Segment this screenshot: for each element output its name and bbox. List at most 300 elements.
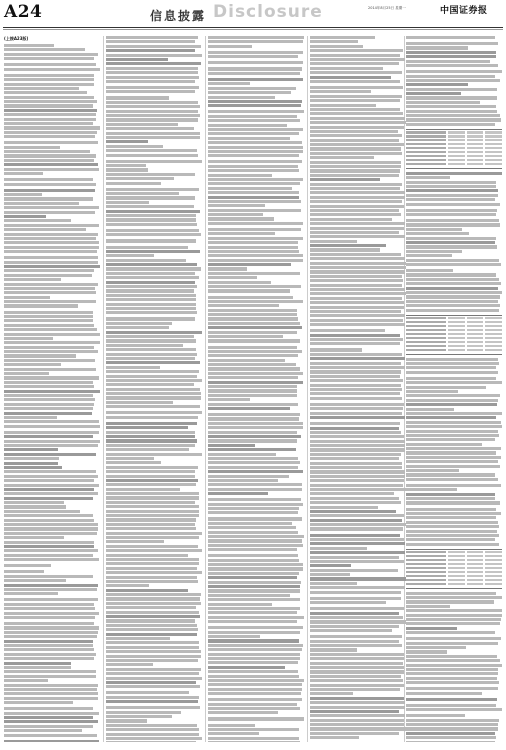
text-line xyxy=(310,577,406,580)
text-line xyxy=(4,416,57,419)
text-line xyxy=(208,313,297,316)
table-cell xyxy=(467,139,484,142)
text-line xyxy=(406,421,501,424)
text-line xyxy=(106,357,195,360)
table-cell xyxy=(467,317,484,320)
text-line xyxy=(106,348,196,351)
text-line xyxy=(406,295,500,298)
text-line xyxy=(106,641,199,644)
text-line xyxy=(406,425,502,428)
table-cell xyxy=(485,131,502,134)
text-line xyxy=(406,259,499,262)
text-line xyxy=(406,512,501,515)
text-line xyxy=(310,616,403,619)
text-line xyxy=(310,534,400,537)
text-line xyxy=(406,714,465,717)
table-cell xyxy=(448,345,465,348)
text-line xyxy=(406,282,501,285)
table-row xyxy=(406,135,502,138)
text-line xyxy=(310,542,405,545)
text-line xyxy=(4,48,85,51)
text-line xyxy=(208,631,300,634)
text-line xyxy=(208,346,297,349)
text-line xyxy=(310,653,404,656)
text-line xyxy=(310,284,402,287)
text-line xyxy=(310,200,402,203)
table-row xyxy=(406,555,502,558)
text-line xyxy=(208,78,303,81)
text-line xyxy=(310,161,401,164)
table-cell xyxy=(485,337,502,340)
text-line xyxy=(4,368,96,371)
text-column-2 xyxy=(106,36,202,742)
text-line xyxy=(406,96,497,99)
text-line xyxy=(406,501,500,504)
text-line xyxy=(4,278,61,281)
text-line xyxy=(406,181,496,184)
text-line xyxy=(208,666,285,669)
text-line xyxy=(208,635,260,638)
text-line xyxy=(406,465,500,468)
table-cell xyxy=(467,349,484,352)
text-line xyxy=(4,154,96,157)
text-line xyxy=(106,396,201,399)
text-line xyxy=(106,40,195,43)
text-line xyxy=(106,177,174,180)
text-line xyxy=(208,675,299,678)
table-cell xyxy=(448,143,465,146)
text-line xyxy=(106,706,200,709)
text-line xyxy=(106,294,196,297)
text-line xyxy=(208,470,303,473)
text-line xyxy=(106,344,183,347)
text-line xyxy=(208,372,303,375)
text-line xyxy=(106,719,147,722)
text-line xyxy=(208,398,250,401)
text-line xyxy=(208,498,301,501)
text-line xyxy=(310,551,405,554)
text-line xyxy=(406,291,502,294)
text-line xyxy=(106,685,200,688)
text-line xyxy=(406,241,495,244)
text-line xyxy=(106,696,199,699)
text-line xyxy=(310,306,404,309)
text-line xyxy=(310,152,402,155)
text-line xyxy=(4,626,99,629)
text-line xyxy=(208,124,287,127)
text-line xyxy=(106,633,197,636)
text-line xyxy=(310,523,406,526)
text-line xyxy=(106,214,196,217)
text-line xyxy=(406,390,458,393)
text-line xyxy=(208,475,289,478)
text-line xyxy=(106,479,198,482)
text-line xyxy=(106,505,199,508)
text-line xyxy=(4,304,78,307)
text-line xyxy=(106,737,202,740)
text-line xyxy=(310,727,406,730)
text-line xyxy=(406,508,496,511)
table-cell xyxy=(485,345,502,348)
text-line xyxy=(208,237,303,240)
text-line xyxy=(106,711,181,714)
text-line xyxy=(4,701,73,704)
text-column-1 xyxy=(4,36,100,742)
text-line xyxy=(406,646,466,649)
text-line xyxy=(310,357,405,360)
text-line xyxy=(208,51,303,54)
text-line xyxy=(4,622,94,625)
text-line xyxy=(208,444,255,447)
text-line xyxy=(208,331,297,334)
text-line xyxy=(310,244,386,247)
text-line xyxy=(208,209,301,212)
table-cell xyxy=(406,155,446,158)
text-line xyxy=(4,549,98,552)
text-line xyxy=(310,108,400,111)
text-line xyxy=(208,137,290,140)
text-line xyxy=(208,110,304,113)
text-line xyxy=(310,329,385,332)
text-line xyxy=(106,514,199,517)
text-line xyxy=(208,272,300,275)
table-cell xyxy=(467,551,484,554)
text-line xyxy=(208,187,292,190)
text-line xyxy=(4,141,98,144)
text-line xyxy=(106,361,200,364)
table-row xyxy=(406,571,502,574)
text-line xyxy=(310,231,399,234)
text-line xyxy=(406,497,495,500)
text-line xyxy=(4,532,97,535)
table-cell xyxy=(406,583,446,586)
text-line xyxy=(4,523,98,526)
page-number: A24 xyxy=(4,2,43,22)
text-line xyxy=(310,688,400,691)
text-line xyxy=(406,642,498,645)
table-cell xyxy=(485,317,502,320)
text-line xyxy=(4,607,95,610)
text-line xyxy=(106,470,195,473)
text-line xyxy=(208,611,297,614)
text-line xyxy=(208,732,259,735)
text-line xyxy=(4,598,98,601)
text-line xyxy=(106,580,198,583)
table-cell xyxy=(448,321,465,324)
text-line xyxy=(406,219,499,222)
text-line xyxy=(208,276,257,279)
text-line xyxy=(406,434,499,437)
table-cell xyxy=(467,559,484,562)
table-cell xyxy=(406,325,446,328)
text-line xyxy=(310,209,399,212)
text-line xyxy=(208,422,303,425)
text-line xyxy=(106,263,197,266)
text-line xyxy=(4,354,76,357)
table-cell xyxy=(406,551,446,554)
text-line xyxy=(4,497,93,500)
text-line xyxy=(106,677,202,680)
text-line xyxy=(406,447,501,450)
text-line xyxy=(106,615,200,618)
text-line xyxy=(4,666,71,669)
text-line xyxy=(406,668,498,671)
text-line xyxy=(406,438,495,441)
text-line xyxy=(310,112,403,115)
text-line xyxy=(106,431,195,434)
text-line xyxy=(310,666,404,669)
text-line xyxy=(106,210,200,213)
text-line xyxy=(4,470,96,473)
text-line xyxy=(4,57,94,60)
text-line xyxy=(208,115,297,118)
text-line xyxy=(106,164,146,167)
text-line xyxy=(4,202,79,205)
text-line xyxy=(406,203,500,206)
text-line xyxy=(406,114,500,117)
text-line xyxy=(208,263,291,266)
text-line xyxy=(106,492,199,495)
text-line xyxy=(406,443,482,446)
text-line xyxy=(208,479,278,482)
text-line xyxy=(208,150,303,153)
text-line xyxy=(310,488,406,491)
text-line xyxy=(208,82,250,85)
text-line xyxy=(106,426,188,429)
text-line xyxy=(406,416,496,419)
text-line xyxy=(4,78,94,81)
text-line xyxy=(4,159,94,162)
text-line xyxy=(208,217,274,220)
text-line xyxy=(106,317,195,320)
text-line xyxy=(406,622,500,625)
text-line xyxy=(106,71,198,74)
text-line xyxy=(406,194,498,197)
text-line xyxy=(406,605,450,608)
text-line xyxy=(106,246,188,249)
text-line xyxy=(208,448,296,451)
text-line xyxy=(406,377,496,380)
text-line xyxy=(310,262,406,265)
text-line xyxy=(208,403,298,406)
text-line xyxy=(106,545,198,548)
text-line xyxy=(208,703,297,706)
text-line xyxy=(310,80,400,83)
text-line xyxy=(406,198,495,201)
text-column-5 xyxy=(406,36,502,742)
table-cell xyxy=(467,325,484,328)
table-cell xyxy=(467,143,484,146)
table-cell xyxy=(406,131,446,134)
text-line xyxy=(310,697,404,700)
text-line xyxy=(310,710,399,713)
text-line xyxy=(4,53,98,56)
text-line xyxy=(406,70,502,73)
table-cell xyxy=(448,131,465,134)
text-line xyxy=(310,538,404,541)
text-line xyxy=(208,91,291,94)
text-line xyxy=(310,470,405,473)
text-line xyxy=(406,631,495,634)
table-row xyxy=(406,559,502,562)
table-cell xyxy=(406,329,446,332)
table-cell xyxy=(467,575,484,578)
text-line xyxy=(310,514,404,517)
text-line xyxy=(406,664,502,667)
text-line xyxy=(406,659,500,662)
text-line xyxy=(310,440,405,443)
text-line xyxy=(406,672,498,675)
text-line xyxy=(4,684,98,687)
text-line xyxy=(208,204,265,207)
table-cell xyxy=(485,551,502,554)
text-line xyxy=(106,532,202,535)
text-line xyxy=(4,734,97,737)
table-row xyxy=(406,563,502,566)
text-line xyxy=(310,397,402,400)
text-line xyxy=(208,354,298,357)
text-line xyxy=(106,728,199,731)
text-line xyxy=(208,461,300,464)
text-line xyxy=(4,104,93,107)
text-line xyxy=(208,563,303,566)
table-cell xyxy=(406,135,446,138)
data-table xyxy=(406,549,502,589)
table-cell xyxy=(467,155,484,158)
text-line xyxy=(208,544,303,547)
table-cell xyxy=(485,325,502,328)
text-line xyxy=(406,362,499,365)
text-line xyxy=(4,341,100,344)
text-line xyxy=(4,479,94,482)
text-line xyxy=(208,104,301,107)
text-line xyxy=(208,359,285,362)
text-line xyxy=(406,538,495,541)
table-cell xyxy=(448,147,465,150)
text-line xyxy=(406,371,498,374)
text-line xyxy=(208,426,303,429)
text-line xyxy=(4,265,100,268)
text-line xyxy=(406,300,498,303)
text-line xyxy=(208,511,298,514)
text-line xyxy=(4,215,46,218)
text-line xyxy=(208,339,300,342)
text-line xyxy=(4,44,54,47)
text-line xyxy=(106,67,198,70)
text-line xyxy=(4,150,90,153)
text-line xyxy=(106,461,161,464)
table-cell xyxy=(448,135,465,138)
text-line xyxy=(4,725,93,728)
text-line xyxy=(208,657,300,660)
text-line xyxy=(406,110,497,113)
text-line xyxy=(208,435,301,438)
text-line xyxy=(208,100,302,103)
text-line xyxy=(4,444,98,447)
table-cell xyxy=(485,135,502,138)
text-line xyxy=(106,536,199,539)
text-line xyxy=(106,672,199,675)
text-line xyxy=(4,488,94,491)
table-row xyxy=(406,333,502,336)
text-line xyxy=(406,681,499,684)
text-line xyxy=(310,448,405,451)
text-line xyxy=(310,462,402,465)
text-line xyxy=(106,416,198,419)
text-line xyxy=(208,572,299,575)
text-line xyxy=(208,711,278,714)
text-line xyxy=(208,548,297,551)
text-line xyxy=(106,272,195,275)
text-line xyxy=(208,232,275,235)
text-line xyxy=(310,205,404,208)
text-line xyxy=(106,628,198,631)
text-line xyxy=(106,518,196,521)
text-line xyxy=(106,439,197,442)
text-line xyxy=(310,412,402,415)
text-line xyxy=(4,250,97,253)
text-line xyxy=(310,191,405,194)
text-line xyxy=(106,90,195,93)
text-line xyxy=(406,614,502,617)
text-line xyxy=(310,76,391,79)
text-line xyxy=(406,727,498,730)
text-line xyxy=(406,732,495,735)
text-line xyxy=(106,267,201,270)
text-line xyxy=(4,74,94,77)
table-cell xyxy=(467,341,484,344)
text-line xyxy=(106,453,202,456)
text-line xyxy=(310,657,404,660)
text-line xyxy=(406,176,450,179)
text-line xyxy=(406,399,498,402)
text-line xyxy=(4,246,99,249)
table-cell xyxy=(485,341,502,344)
text-line xyxy=(4,109,97,112)
text-line xyxy=(310,169,400,172)
text-line xyxy=(406,213,496,216)
text-line xyxy=(4,603,94,606)
text-line xyxy=(4,505,66,508)
text-line xyxy=(406,118,501,121)
text-line xyxy=(406,46,468,49)
text-line xyxy=(208,581,301,584)
text-line xyxy=(310,620,406,623)
text-line xyxy=(106,229,199,232)
text-line xyxy=(310,723,404,726)
table-cell xyxy=(406,337,446,340)
data-table xyxy=(406,129,502,169)
table-row xyxy=(406,143,502,146)
table-row xyxy=(406,583,502,586)
text-line xyxy=(208,688,302,691)
text-line xyxy=(406,609,502,612)
text-line xyxy=(4,274,92,277)
text-line xyxy=(106,281,195,284)
text-line xyxy=(406,64,498,67)
text-line xyxy=(106,335,194,338)
text-line xyxy=(4,466,62,469)
text-line xyxy=(406,600,494,603)
text-line xyxy=(106,173,195,176)
text-line xyxy=(208,661,298,664)
text-line xyxy=(208,119,300,122)
text-line xyxy=(4,350,98,353)
text-line xyxy=(208,72,300,75)
text-line xyxy=(310,453,401,456)
table-cell xyxy=(467,583,484,586)
text-line xyxy=(310,213,401,216)
